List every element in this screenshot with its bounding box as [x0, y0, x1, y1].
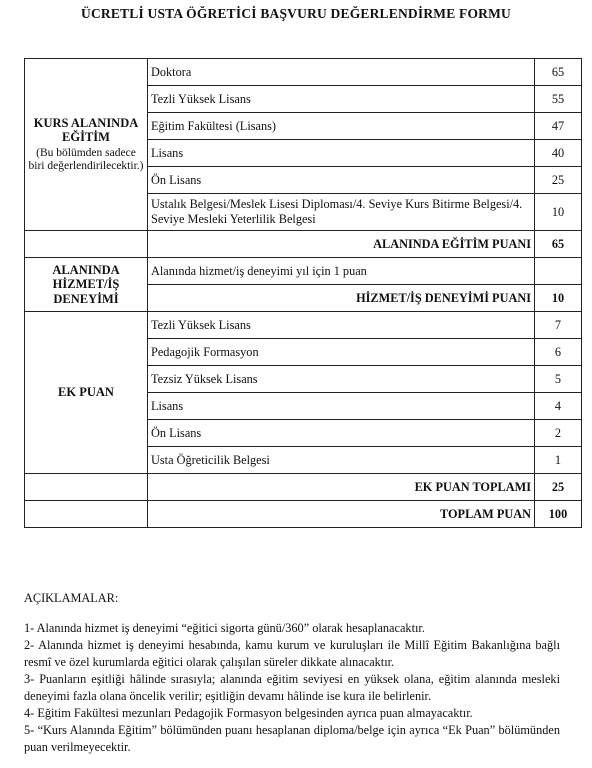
education-item-label: Tezli Yüksek Lisans	[148, 86, 535, 113]
table-row	[25, 312, 582, 339]
note-item: 2- Alanında hizmet iş deneyimi hesabında, kamu kurum ve kuruluşları ile Millî Eğitim Bakanlığına bağlı resmî ve özel kurumlarda eğitici olarak çalışılan süreler dikkate alınacaktır.	[24, 637, 560, 669]
education-item-points: 10	[535, 194, 582, 231]
education-heading: KURS ALANINDA EĞİTİM	[33, 115, 139, 145]
extra-item-points: 7	[535, 312, 582, 339]
extra-item-label: Pedagojik Formasyon	[148, 339, 535, 366]
table-row	[25, 474, 582, 501]
education-item-points: 55	[535, 86, 582, 113]
table-row	[25, 258, 582, 285]
form-title: ÜCRETLİ USTA ÖĞRETİCİ BAŞVURU DEĞERLENDİRME FORMU	[81, 6, 511, 21]
extra-item-label: Usta Öğreticilik Belgesi	[148, 447, 535, 474]
education-note: (Bu bölümden sadece biri değerlendirilecektir.)	[28, 146, 144, 172]
grand-total-label: TOPLAM PUAN	[148, 501, 535, 528]
experience-total-label: HİZMET/İŞ DENEYİMİ PUANI	[148, 285, 535, 312]
notes-section	[24, 590, 560, 756]
extra-item-label: Tezli Yüksek Lisans	[148, 312, 535, 339]
education-item-label: Ön Lisans	[148, 167, 535, 194]
empty-cell	[25, 474, 148, 501]
extra-item-points: 4	[535, 393, 582, 420]
extra-section-header: EK PUAN	[25, 312, 148, 474]
table-row	[25, 231, 582, 258]
education-item-points: 25	[535, 167, 582, 194]
note-item: 1- Alanında hizmet iş deneyimi “eğitici sigorta günü/360” olarak hesaplanacaktır.	[24, 620, 425, 635]
extra-total-label: EK PUAN TOPLAMI	[148, 474, 535, 501]
education-item-points: 40	[535, 140, 582, 167]
extra-item-label: Tezsiz Yüksek Lisans	[148, 366, 535, 393]
extra-item-points: 6	[535, 339, 582, 366]
extra-item-points: 1	[535, 447, 582, 474]
education-item-points: 47	[535, 113, 582, 140]
notes-heading: AÇIKLAMALAR:	[24, 591, 119, 605]
grand-total-points: 100	[535, 501, 582, 528]
empty-cell	[25, 501, 148, 528]
empty-cell	[25, 231, 148, 258]
education-total-label: ALANINDA EĞİTİM PUANI	[148, 231, 535, 258]
education-item-label: Lisans	[148, 140, 535, 167]
education-item-label: Doktora	[148, 59, 535, 86]
note-item: 4- Eğitim Fakültesi mezunları Pedagojik Formasyon belgesinden ayrıca puan almayacaktır.	[24, 705, 473, 720]
extra-item-label: Ön Lisans	[148, 420, 535, 447]
education-item-points: 65	[535, 59, 582, 86]
extra-item-label: Lisans	[148, 393, 535, 420]
extra-total-points: 25	[535, 474, 582, 501]
experience-total-points: 10	[535, 285, 582, 312]
table-row	[25, 59, 582, 86]
education-total-points: 65	[535, 231, 582, 258]
education-section-header	[25, 59, 148, 231]
extra-item-points: 5	[535, 366, 582, 393]
evaluation-table	[24, 58, 582, 528]
note-item: 5- “Kurs Alanında Eğitim” bölümünden puanı hesaplanan diploma/belge için ayrıca “Ek Puan” bölümünden puan verilmeyecektir.	[24, 722, 560, 754]
experience-item-points	[535, 258, 582, 285]
education-item-label: Ustalık Belgesi/Meslek Lisesi Diploması/4. Seviye Kurs Bitirme Belgesi/4. Seviye Mesleki Yeterlilik Belgesi	[148, 194, 535, 231]
extra-item-points: 2	[535, 420, 582, 447]
experience-section-header: ALANINDA HİZMET/İŞ DENEYİMİ	[25, 258, 148, 312]
experience-item-label: Alanında hizmet/iş deneyimi yıl için 1 puan	[148, 258, 535, 285]
education-item-label: Eğitim Fakültesi (Lisans)	[148, 113, 535, 140]
table-row	[25, 501, 582, 528]
note-item: 3- Puanların eşitliği hâlinde sırasıyla; alanında eğitim seviyesi en yüksek olana, eğitim alanında mesleki deneyimi fazla olana öncelik verilir; eşitliğin devamı hâlinde ise kura ile belirlenir.	[24, 671, 560, 703]
